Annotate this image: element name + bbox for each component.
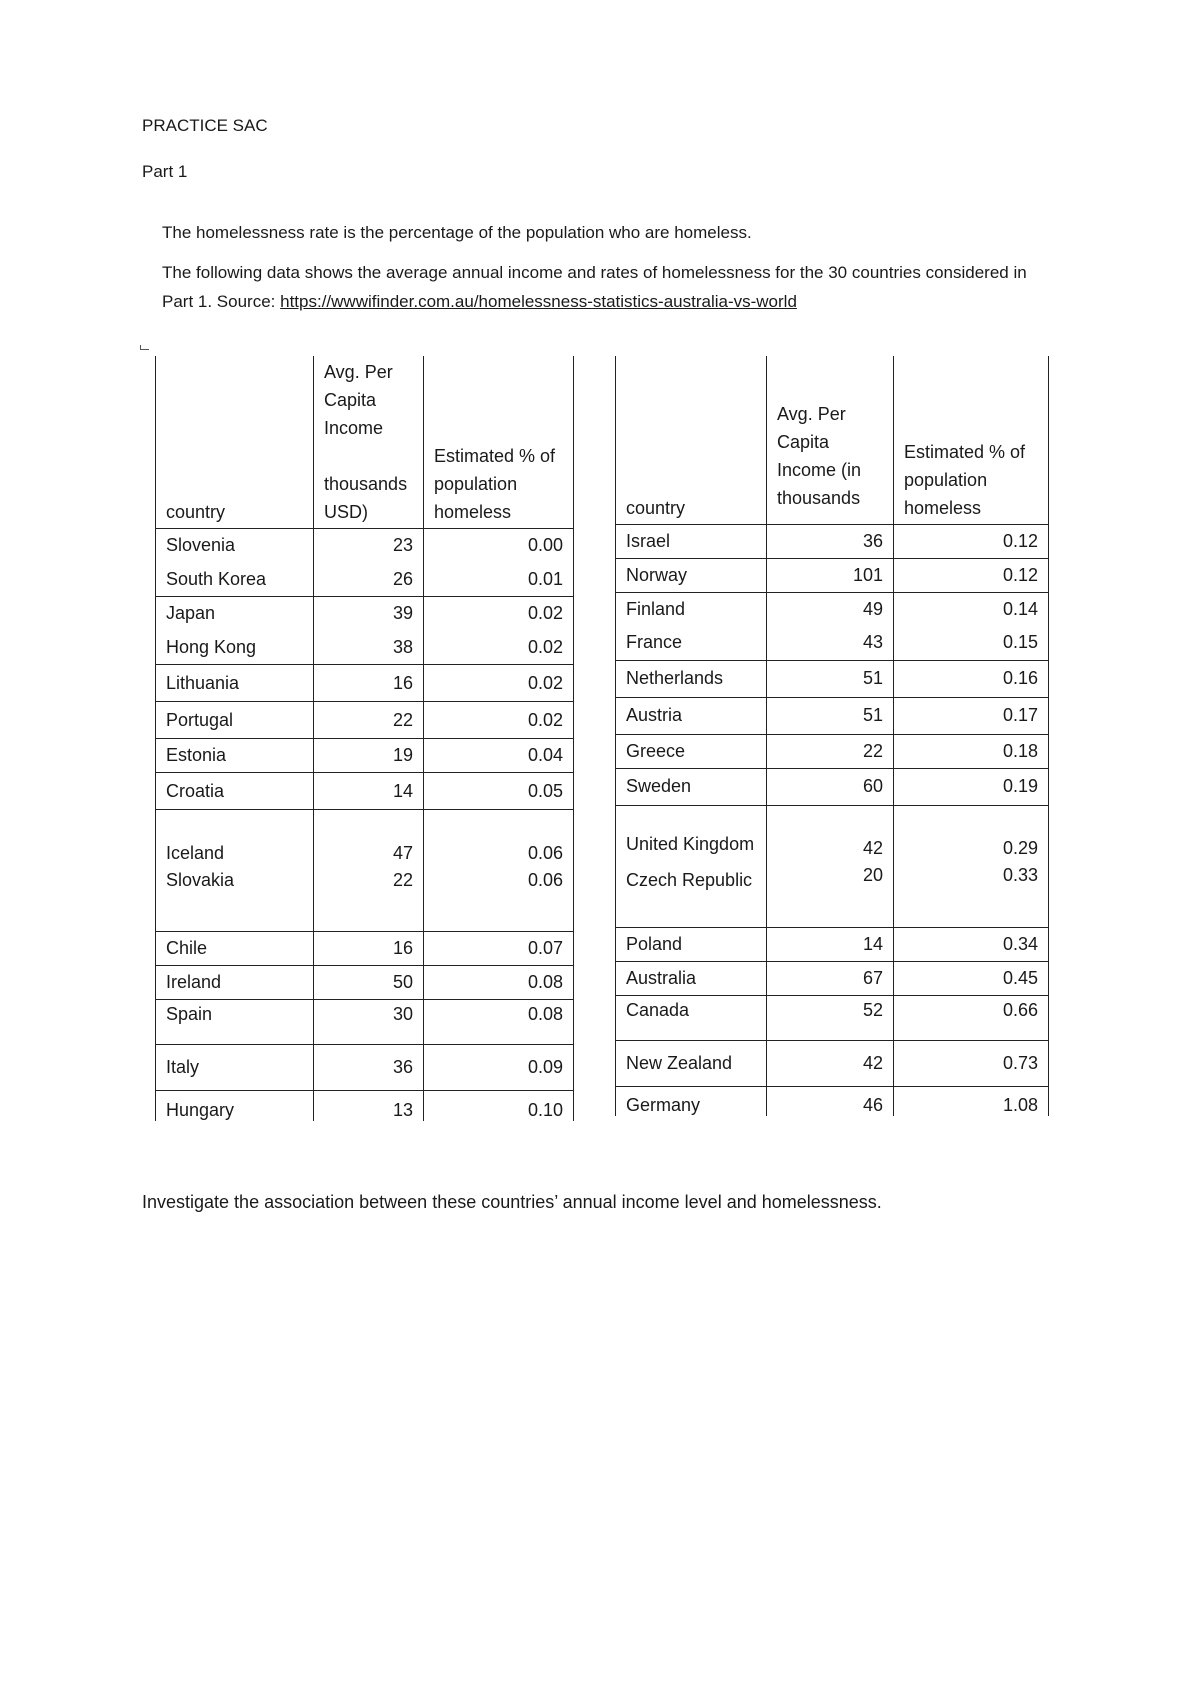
table-cell: 60 (767, 768, 894, 805)
table-cell: Canada (616, 995, 767, 1040)
table-cell: 51 (767, 660, 894, 697)
table-cell: 0.16 (894, 660, 1049, 697)
table-cell: 20 (767, 863, 894, 927)
table-cell: 0.19 (894, 768, 1049, 805)
table-cell: 0.12 (894, 558, 1049, 592)
table-cell: Portugal (156, 702, 314, 739)
table-cell: 22 (314, 868, 424, 932)
header-rate: Estimated % of population homeless (894, 356, 1049, 524)
table-cell: 42 (767, 1040, 894, 1086)
table-cell: 46 (767, 1086, 894, 1116)
table-cell: 38 (314, 631, 424, 665)
table-cell: Germany (616, 1086, 767, 1116)
table-cell: 67 (767, 961, 894, 995)
table-cell: Australia (616, 961, 767, 995)
header-income: Avg. Per Capita Income (in thousands (767, 356, 894, 524)
table-cell: 13 (314, 1091, 424, 1121)
table-cell: 36 (314, 1045, 424, 1091)
table-cell: 0.08 (424, 966, 574, 1000)
table-cell: 0.14 (894, 592, 1049, 626)
table-cell: 0.66 (894, 995, 1049, 1040)
right-data-table (615, 356, 1049, 1116)
source-link[interactable]: https://wwwifinder.com.au/homelessness-statistics-australia-vs-world (280, 292, 797, 311)
table-cell: 22 (314, 702, 424, 739)
table-cell: 14 (314, 773, 424, 810)
left-data-table (155, 356, 574, 1121)
table-cell: 0.73 (894, 1040, 1049, 1086)
table-cell: 51 (767, 697, 894, 734)
table-cell: Italy (156, 1045, 314, 1091)
header-country: country (616, 356, 767, 524)
table-cell: 0.01 (424, 563, 574, 597)
table-cell: 0.02 (424, 665, 574, 702)
table-cell: 0.34 (894, 927, 1049, 961)
table-cell: 0.29 (894, 805, 1049, 863)
table-cell: Hong Kong (156, 631, 314, 665)
table-cell: Iceland (156, 810, 314, 868)
table-cell: 0.02 (424, 597, 574, 631)
table-cell: 0.05 (424, 773, 574, 810)
table-cell: 0.09 (424, 1045, 574, 1091)
table-cell: Croatia (156, 773, 314, 810)
table-cell: 36 (767, 524, 894, 558)
table-cell: 50 (314, 966, 424, 1000)
table-cell: Czech Republic (616, 863, 767, 927)
table-cell: 52 (767, 995, 894, 1040)
data-description-paragraph (162, 258, 1062, 316)
table-cell: 19 (314, 739, 424, 773)
table-cell: 39 (314, 597, 424, 631)
task-question: Investigate the association between these countries’ annual income level and homelessness. (142, 1192, 882, 1212)
table-cell: Chile (156, 932, 314, 966)
table-cell: Poland (616, 927, 767, 961)
definition-paragraph: The homelessness rate is the percentage of the population who are homeless. (162, 223, 752, 242)
table-cell: Netherlands (616, 660, 767, 697)
table-cell: Japan (156, 597, 314, 631)
table-cell: 30 (314, 1000, 424, 1045)
table-cell: 0.12 (894, 524, 1049, 558)
table-cell: South Korea (156, 563, 314, 597)
table-cell: 1.08 (894, 1086, 1049, 1116)
table-cell: 0.18 (894, 734, 1049, 768)
table-cell: 0.45 (894, 961, 1049, 995)
table-cell: Austria (616, 697, 767, 734)
table-cell: 0.10 (424, 1091, 574, 1121)
table-cell: 0.02 (424, 631, 574, 665)
table-cell: 16 (314, 932, 424, 966)
table-cell: 0.04 (424, 739, 574, 773)
table-cell: 0.00 (424, 529, 574, 563)
table-cell: Ireland (156, 966, 314, 1000)
header-rate: Estimated % of population homeless (424, 356, 574, 529)
table-cell: 0.06 (424, 868, 574, 932)
table-anchor-icon (140, 345, 149, 350)
table-cell: 0.15 (894, 626, 1049, 660)
table-cell: Spain (156, 1000, 314, 1045)
table-cell: 43 (767, 626, 894, 660)
table-cell: France (616, 626, 767, 660)
table-cell: 42 (767, 805, 894, 863)
table-cell: 0.08 (424, 1000, 574, 1045)
data-description-text: The following data shows the average annual income and rates of homelessness for the 30 countries considered in Part 1. Source: (162, 263, 1027, 311)
table-cell: 0.33 (894, 863, 1049, 927)
table-cell: 0.06 (424, 810, 574, 868)
table-cell: 16 (314, 665, 424, 702)
table-cell: Israel (616, 524, 767, 558)
table-cell: New Zealand (616, 1040, 767, 1086)
document-title: PRACTICE SAC (142, 116, 268, 135)
table-cell: 0.02 (424, 702, 574, 739)
table-cell: Hungary (156, 1091, 314, 1121)
table-cell: 14 (767, 927, 894, 961)
table-cell: Finland (616, 592, 767, 626)
table-cell: 23 (314, 529, 424, 563)
table-cell: 0.17 (894, 697, 1049, 734)
header-country: country (156, 356, 314, 529)
table-cell: Greece (616, 734, 767, 768)
table-cell: Slovenia (156, 529, 314, 563)
table-cell: 0.07 (424, 932, 574, 966)
table-cell: Sweden (616, 768, 767, 805)
table-cell: Estonia (156, 739, 314, 773)
header-income-line1: Avg. Per Capita Income (324, 362, 393, 438)
table-cell: 101 (767, 558, 894, 592)
header-income-line2: thousands USD) (324, 474, 408, 522)
table-cell: 26 (314, 563, 424, 597)
table-cell: 49 (767, 592, 894, 626)
table-cell: 22 (767, 734, 894, 768)
part-heading: Part 1 (142, 162, 188, 181)
table-cell: Slovakia (156, 868, 314, 932)
table-cell: 47 (314, 810, 424, 868)
table-cell: United Kingdom (616, 805, 767, 863)
table-cell: Lithuania (156, 665, 314, 702)
table-cell: Norway (616, 558, 767, 592)
header-income (314, 356, 424, 529)
